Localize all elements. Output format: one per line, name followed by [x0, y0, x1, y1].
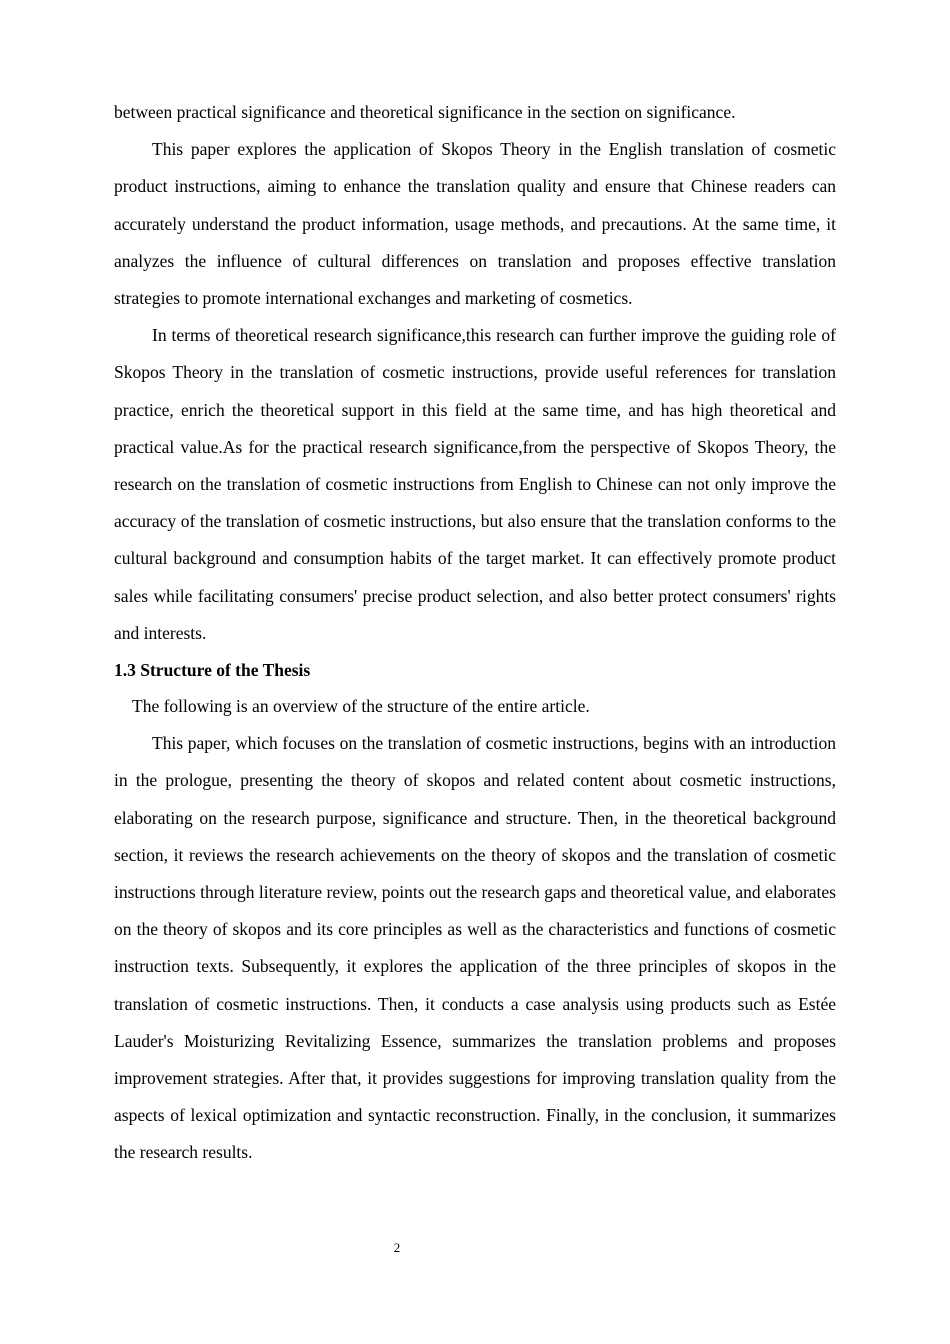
paragraph-continuation: between practical significance and theoretical significance in the section on significance. [114, 102, 736, 122]
section-intro: The following is an overview of the structure of the entire article. [132, 696, 590, 717]
paragraph-purpose: This paper explores the application of Skopos Theory in the English translation of cosmetic product instructions, aiming to enhance the translation quality and ensure that Chinese readers can accurately understand the product information, usage methods, and precautions. At the same time, it analyzes the influence of cultural differences on translation and proposes effective translation strategies to promote international exchanges and marketing of cosmetics. [114, 139, 836, 309]
page-number: 2 [393, 1240, 401, 1255]
paragraph-significance: In terms of theoretical research significance,this research can further improve the guiding role of Skopos Theory in the translation of cosmetic instructions, provide useful references for translation practice, enrich the theoretical support in this field at the same time, and has high theoretical and practical value.As for the practical research significance,from the perspective of Skopos Theory, the research on the translation of cosmetic instructions from English to Chinese can not only improve the accuracy of the translation of cosmetic instructions, but also ensure that the translation conforms to the cultural background and consumption habits of the target market. It can effectively promote product sales while facilitating consumers' precise product selection, and also better protect consumers' rights and interests. [114, 325, 836, 643]
document-body [114, 94, 836, 1172]
paragraph-structure: This paper, which focuses on the translation of cosmetic instructions, begins with an introduction in the prologue, presenting the theory of skopos and related content about cosmetic instructions, elaborating on the research purpose, significance and structure. Then, in the theoretical background section, it reviews the research achievements on the theory of skopos and the translation of cosmetic instructions through literature review, points out the research gaps and theoretical value, and elaborates on the theory of skopos and its core principles as well as the characteristics and functions of cosmetic instruction texts. Subsequently, it explores the application of the three principles of skopos in the translation of cosmetic instructions. Then, it conducts a case analysis using products such as Estée Lauder's Moisturizing Revitalizing Essence, summarizes the translation problems and proposes improvement strategies. After that, it provides suggestions for improving translation quality from the aspects of lexical optimization and syntactic reconstruction. Finally, in the conclusion, it summarizes the research results. [114, 733, 836, 1163]
section-heading: 1.3 Structure of the Thesis [114, 660, 311, 681]
